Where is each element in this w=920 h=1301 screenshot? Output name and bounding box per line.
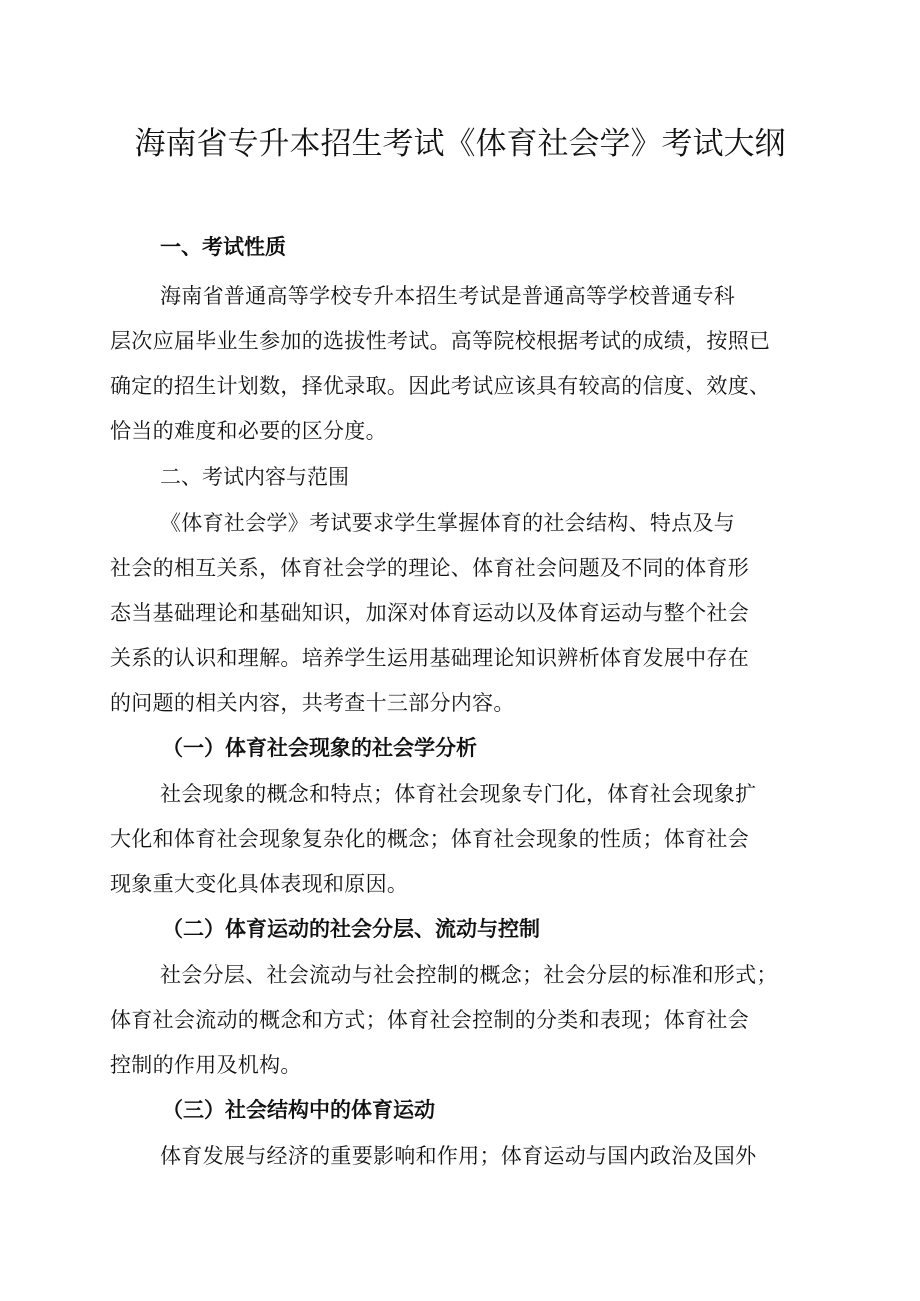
paragraph-line: 态当基础理论和基础知识，加深对体育运动以及体育运动与整个社会 <box>110 601 749 625</box>
paragraph-line: 控制的作用及机构。 <box>110 1053 302 1077</box>
subsection-heading-3: （三）社会结构中的体育运动 <box>162 1098 435 1122</box>
paragraph-line: 体育发展与经济的重要影响和作用；体育运动与国内政治及国外 <box>160 1144 757 1168</box>
paragraph-line: 层次应届毕业生参加的选拔性考试。高等院校根据考试的成绩，按照已 <box>110 329 771 353</box>
section-heading-content-scope: 二、考试内容与范围 <box>160 465 349 489</box>
paragraph-line: 社会现象的概念和特点；体育社会现象专门化，体育社会现象扩 <box>160 782 757 806</box>
paragraph-line: 关系的认识和理解。培养学生运用基础理论知识辨析体育发展中存在 <box>110 646 749 670</box>
subsection-heading-1: （一）体育社会现象的社会学分析 <box>162 736 477 760</box>
paragraph-line: 海南省普通高等学校专升本招生考试是普通高等学校普通专科 <box>160 284 736 308</box>
paragraph-line: 体育社会流动的概念和方式；体育社会控制的分类和表现；体育社会 <box>110 1008 749 1032</box>
document-title: 海南省专升本招生考试《体育社会学》考试大纲 <box>134 126 786 162</box>
paragraph-line: 恰当的难度和必要的区分度。 <box>110 419 387 443</box>
paragraph-line: 现象重大变化具体表现和原因。 <box>110 872 409 896</box>
paragraph-line: 《体育社会学》考试要求学生掌握体育的社会结构、特点及与 <box>160 511 736 535</box>
paragraph-line: 的问题的相关内容，共考查十三部分内容。 <box>110 691 515 715</box>
paragraph-line: 大化和体育社会现象复杂化的概念；体育社会现象的性质；体育社会 <box>110 827 749 851</box>
section-heading-exam-nature: 一、考试性质 <box>160 235 286 259</box>
paragraph-line: 确定的招生计划数，择优录取。因此考试应该具有较高的信度、效度、 <box>110 374 771 398</box>
subsection-heading-2: （二）体育运动的社会分层、流动与控制 <box>162 917 540 941</box>
paragraph-line: 社会分层、社会流动与社会控制的概念；社会分层的标准和形式； <box>160 963 778 987</box>
paragraph-line: 社会的相互关系，体育社会学的理论、体育社会问题及不同的体育形 <box>110 556 749 580</box>
